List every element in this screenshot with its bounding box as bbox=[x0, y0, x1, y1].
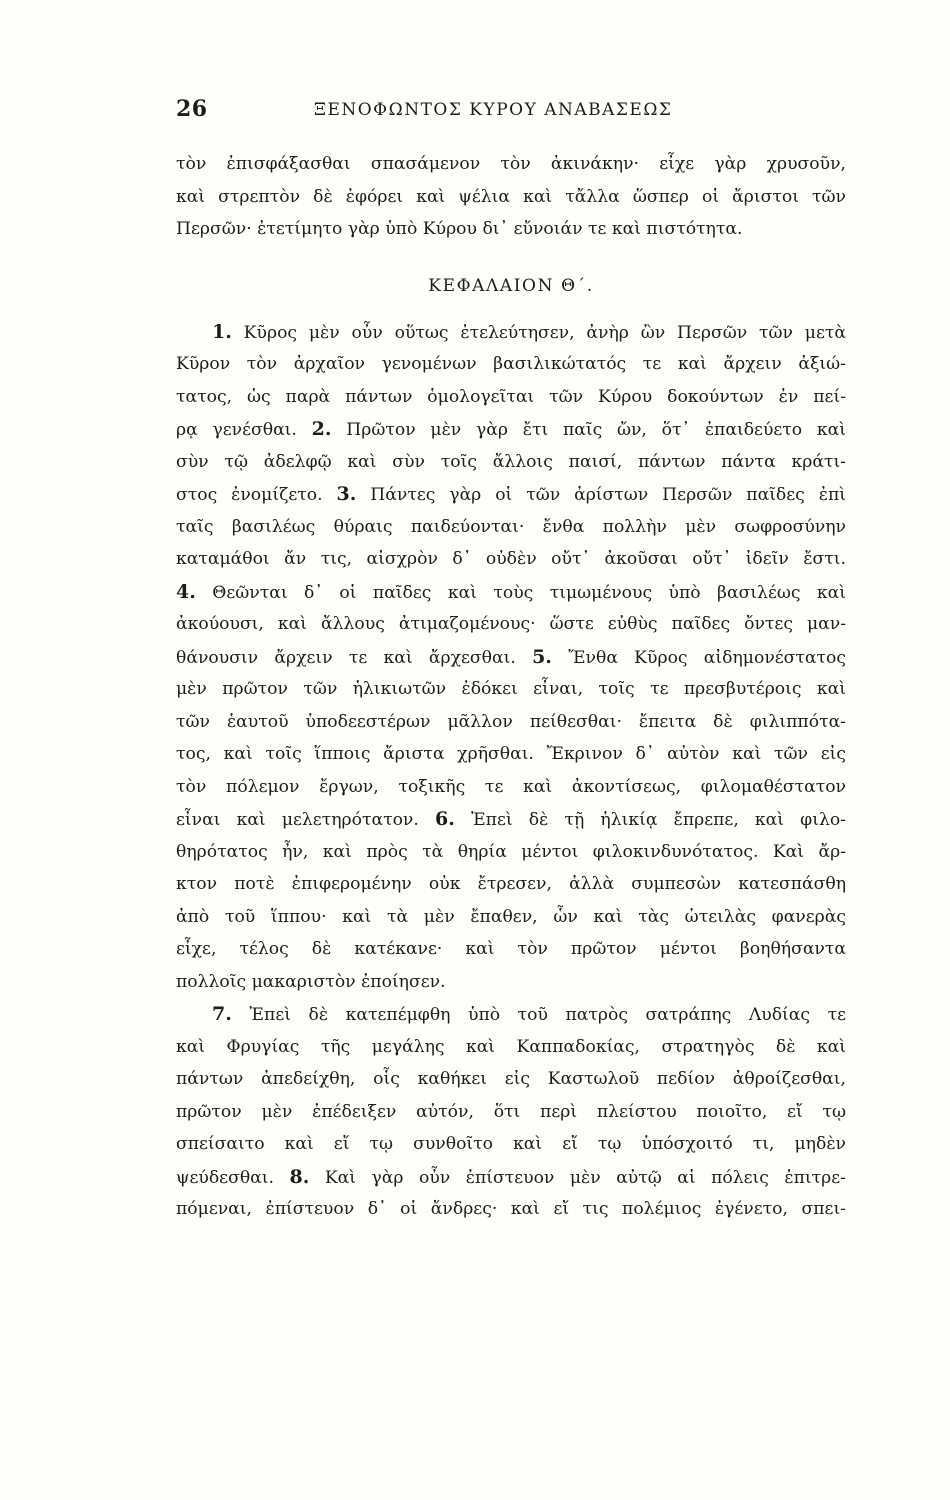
text-line bbox=[176, 413, 846, 446]
page-number: 26 bbox=[176, 96, 208, 122]
text-segment: ψεύδεσθαι. bbox=[176, 1167, 274, 1188]
text-line bbox=[176, 998, 846, 1031]
text-segment: Ἔνθα Κῦρος αἰδημονέστατος bbox=[568, 647, 846, 668]
text-line bbox=[176, 316, 846, 349]
text-segment: Θεῶνται δ᾽ οἱ παῖδες καὶ τοὺς τιμωμένους ὑπὸ βασιλέως καὶ bbox=[212, 582, 846, 603]
text-line: θηρότατος ἦν, καὶ πρὸς τὰ θηρία μέντοι φιλοκινδυνότατος. Καὶ ἄρ- bbox=[176, 841, 846, 862]
text-line: καὶ Φρυγίας τῆς μεγάλης καὶ Καππαδοκίας, στρατηγὸς δὲ καὶ bbox=[176, 1036, 846, 1057]
text-line bbox=[176, 803, 846, 836]
section-number: 8. bbox=[289, 1165, 310, 1188]
text-segment: Κῦρος μὲν οὖν οὕτως ἐτελεύτησεν, ἀνὴρ ὢν Περσῶν τῶν μετὰ bbox=[243, 322, 846, 343]
section-number: 2. bbox=[311, 418, 332, 440]
text-line bbox=[176, 1161, 846, 1194]
text-line: πολλοῖς μακαριστὸν ἐποίησεν. bbox=[176, 971, 446, 992]
text-line: τὸν πόλεμον ἔργων, τοξικῆς τε καὶ ἀκοντίσεως, φιλομαθέστατον bbox=[176, 776, 846, 797]
text-line: καταμάθοι ἄν τις, αἰσχρὸν δ᾽ οὐδὲν οὔτ᾽ ἀκοῦσαι οὔτ᾽ ἰδεῖν ἔστι. bbox=[176, 549, 846, 569]
text-line: μὲν πρῶτον τῶν ἡλικιωτῶν ἐδόκει εἶναι, τοῖς τε πρεσβυτέροις καὶ bbox=[176, 679, 846, 699]
text-line: κτον ποτὲ ἐπιφερομένην οὐκ ἔτρεσεν, ἀλλὰ συμπεσὼν κατεσπάσθη bbox=[176, 874, 846, 894]
text-segment: θάνουσιν ἄρχειν τε καὶ ἄρχεσθαι. bbox=[176, 647, 516, 668]
text-line: ἀκούουσι, καὶ ἄλλους ἀτιμαζομένους· ὥστε εὐθὺς παῖδες ὄντες μαν- bbox=[176, 614, 846, 634]
page-header bbox=[0, 96, 950, 136]
section-number: 7. bbox=[212, 1003, 232, 1025]
text-line: πρῶτον μὲν ἐπέδειξεν αὐτόν, ὅτι περὶ πλείστου ποιοῖτο, εἴ τῳ bbox=[176, 1101, 846, 1122]
text-segment: εἶναι καὶ μελετηρότατον. bbox=[176, 810, 419, 830]
chapter-title: ΚΕΦΑΛΑΙΟΝ Θ΄. bbox=[428, 275, 594, 296]
section-number: 1. bbox=[212, 320, 232, 343]
text-segment: Ἐπεὶ δὲ τῇ ἡλικίᾳ ἔπρεπε, καὶ φιλο- bbox=[471, 810, 846, 830]
text-line: τος, καὶ τοῖς ἵπποις ἄριστα χρῆσθαι. Ἔκρινον δ᾽ αὐτὸν καὶ τῶν εἰς bbox=[176, 744, 846, 764]
text-line: Περσῶν· ἐτετίμητο γὰρ ὑπὸ Κύρου δι᾽ εὔνοιάν τε καὶ πιστότητα. bbox=[176, 219, 743, 239]
text-segment: ρᾳ γενέσθαι. bbox=[176, 420, 297, 440]
body-text bbox=[176, 148, 846, 1226]
text-segment: Πάντες γὰρ οἱ τῶν ἀρίστων Περσῶν παῖδες ἐπὶ bbox=[370, 485, 846, 505]
text-line: τατος, ὡς παρὰ πάντων ὁμολογεῖται τῶν Κύρου δοκούντων ἐν πεί- bbox=[176, 386, 846, 407]
text-segment: Καὶ γὰρ οὖν ἐπίστευον μὲν αὐτῷ αἱ πόλεις ἐπιτρε- bbox=[324, 1167, 846, 1188]
text-line: σπείσαιτο καὶ εἴ τῳ συνθοῖτο καὶ εἴ τῳ ὑπόσχοιτό τι, μηδὲν bbox=[176, 1134, 846, 1154]
section-number: 6. bbox=[435, 808, 455, 830]
running-head: ΞΕΝΟΦΩΝΤΟΣ ΚΥΡΟΥ ΑΝΑΒΑΣΕΩΣ bbox=[314, 100, 673, 120]
text-line: ἀπὸ τοῦ ἵππου· καὶ τὰ μὲν ἔπαθεν, ὧν καὶ τὰς ὠτειλὰς φανερὰς bbox=[176, 906, 846, 927]
text-line bbox=[176, 576, 846, 609]
section-number: 3. bbox=[336, 483, 357, 505]
text-segment: Ἐπεὶ δὲ κατεπέμφθη ὑπὸ τοῦ πατρὸς σατράπης Λυδίας τε bbox=[249, 1005, 846, 1025]
section-number: 4. bbox=[176, 580, 196, 603]
text-line: Κῦρον τὸν ἀρχαῖον γενομένων βασιλικώτατός τε καὶ ἄρχειν ἀξιώ- bbox=[176, 354, 846, 374]
text-line: σὺν τῷ ἀδελφῷ καὶ σὺν τοῖς ἄλλοις παισί, πάντων πάντα κράτι- bbox=[176, 451, 846, 472]
text-segment: Πρῶτον μὲν γὰρ ἔτι παῖς ὤν, ὅτ᾽ ἐπαιδεύετο καὶ bbox=[346, 420, 846, 440]
text-line: πάντων ἀπεδείχθη, οἷς καθήκει εἰς Καστωλοῦ πεδίον ἀθροίζεσθαι, bbox=[176, 1069, 846, 1089]
section-number: 5. bbox=[532, 645, 552, 668]
text-line: καὶ στρεπτὸν δὲ ἐφόρει καὶ ψέλια καὶ τἄλλα ὥσπερ οἱ ἄριστοι τῶν bbox=[176, 186, 846, 207]
text-line bbox=[176, 641, 846, 674]
text-line: τὸν ἐπισφάξασθαι σπασάμενον τὸν ἀκινάκην· εἶχε γὰρ χρυσοῦν, bbox=[176, 154, 846, 174]
text-line: τῶν ἑαυτοῦ ὑποδεεστέρων μᾶλλον πείθεσθαι· ἔπειτα δὲ φιλιππότα- bbox=[176, 711, 846, 732]
text-line: πόμεναι, ἐπίστευον δ᾽ οἱ ἄνδρες· καὶ εἴ τις πολέμιος ἐγένετο, σπει- bbox=[176, 1199, 846, 1219]
text-segment: στος ἐνομίζετο. bbox=[176, 485, 323, 505]
text-line: ταῖς βασιλέως θύραις παιδεύονται· ἔνθα πολλὴν μὲν σωφροσύνην bbox=[176, 516, 846, 537]
text-line: εἶχε, τέλος δὲ κατέκανε· καὶ τὸν πρῶτον μέντοι βοηθήσαντα bbox=[176, 939, 846, 959]
text-line bbox=[176, 478, 846, 511]
